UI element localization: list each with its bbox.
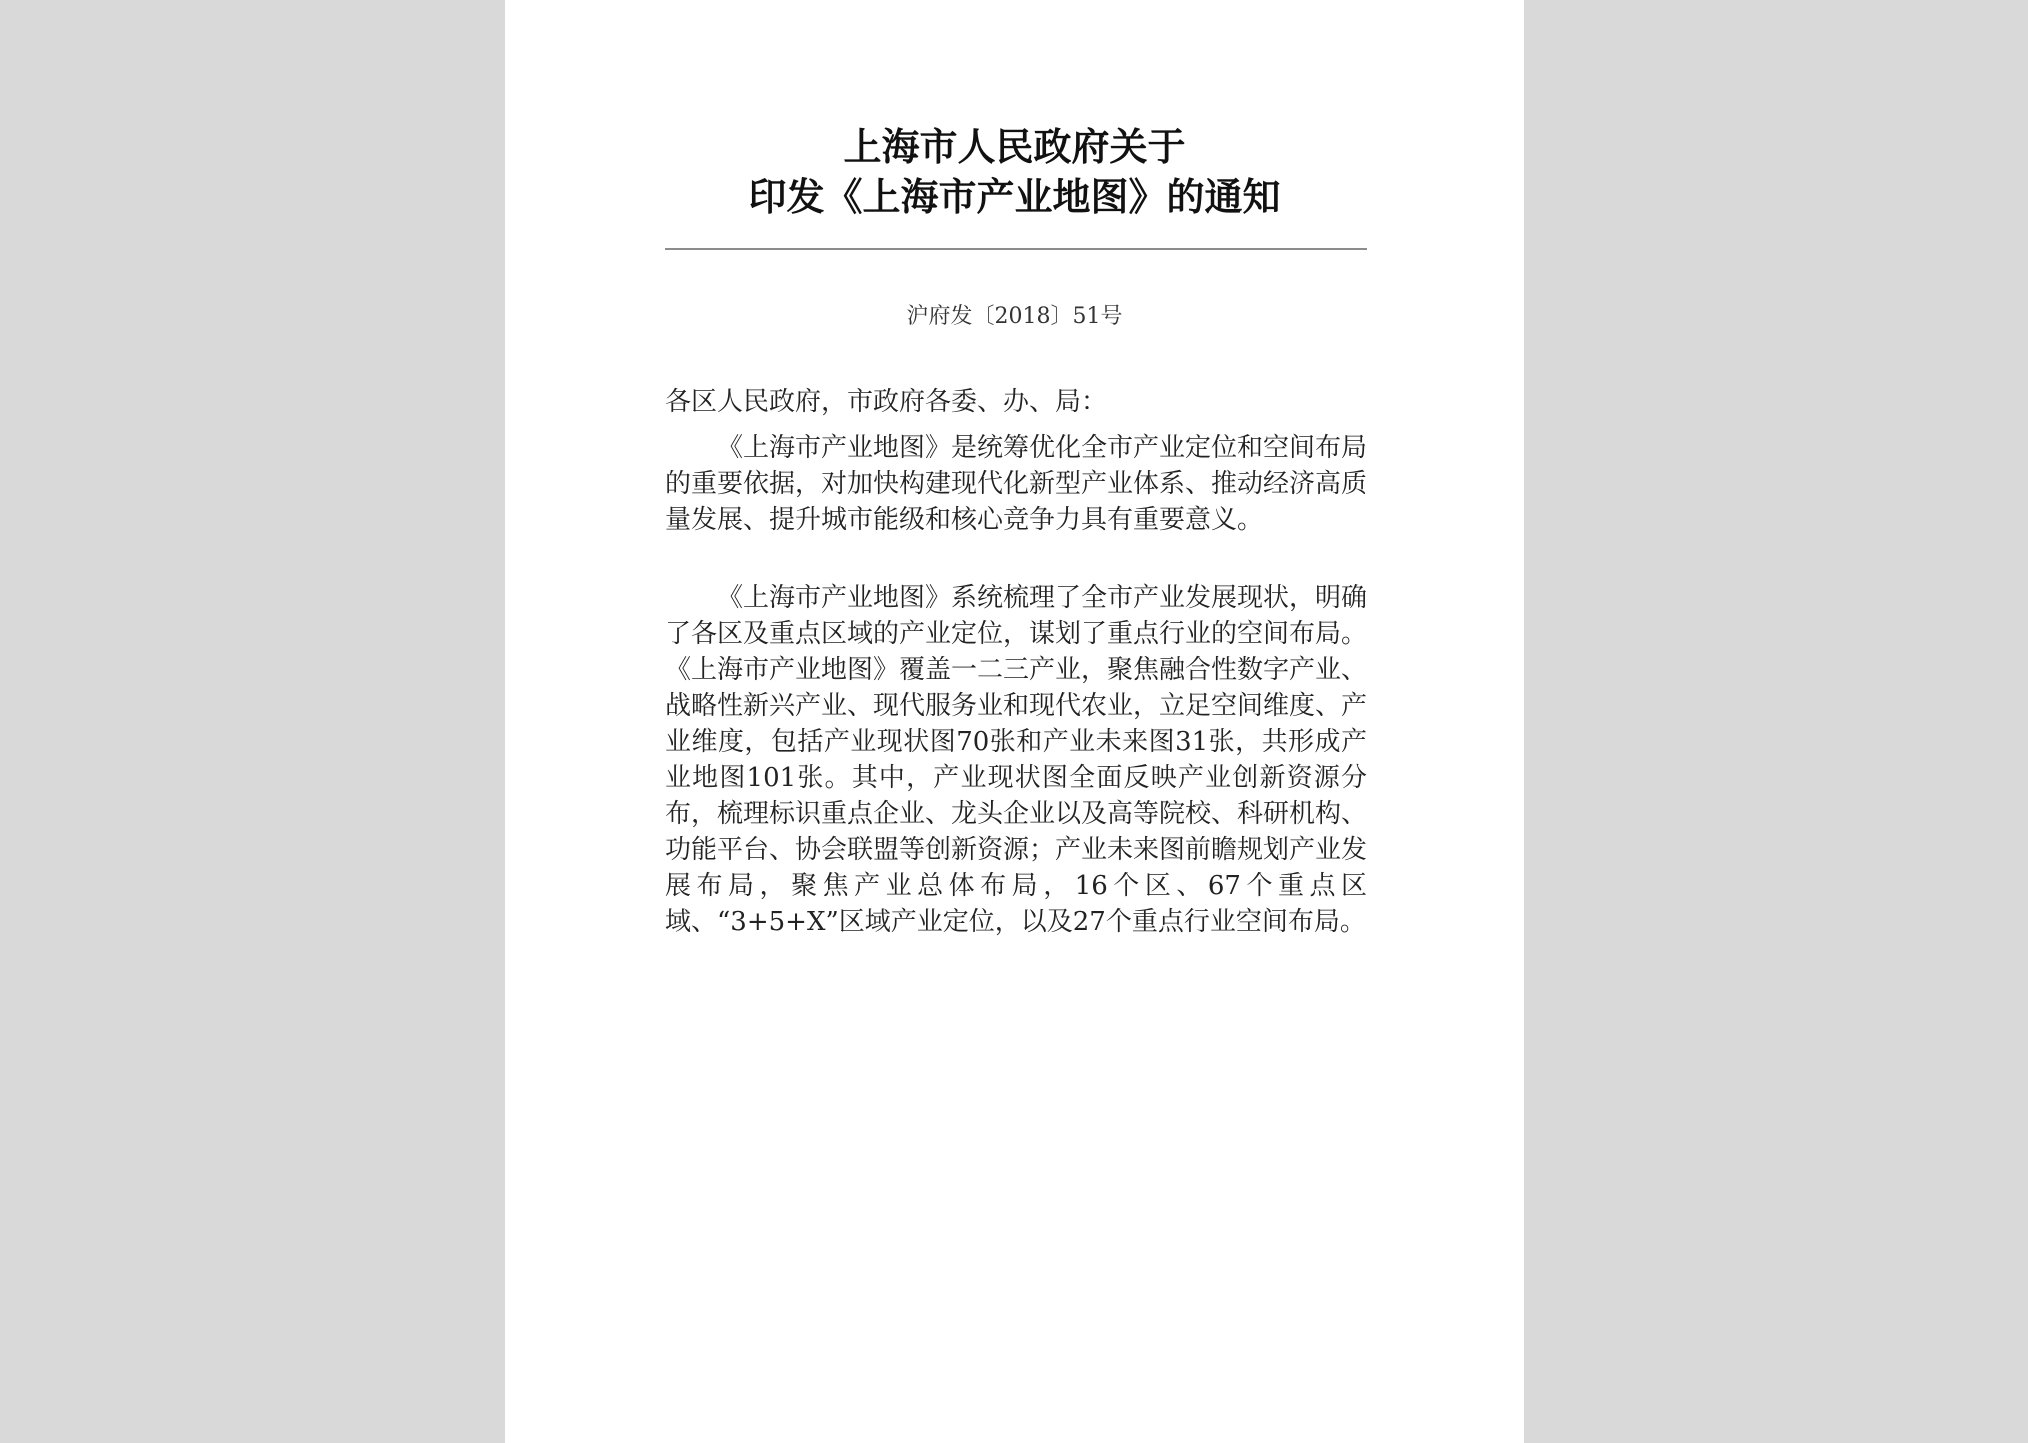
document-number: 沪府发〔2018〕51号 (906, 304, 1123, 329)
body-paragraph-2: 《上海市产业地图》系统梳理了全市产业发展现状，明确了各区及重点区域的产业定位，谋划了重点行业的空间布局。《上海市产业地图》覆盖一二三产业，聚焦融合性数字产业、战略性新兴产业、现代服务业和现代农业，立足空间维度、产业维度，包括产业现状图70张和产业未来图31张，共形成产业地图101张。其中，产业现状图全面反映产业创新资源分布，梳理标识重点企业、龙头企业以及高等院校、科研机构、功能平台、协会联盟等创新资源；产业未来图前瞻规划产业发展布局，聚焦产业总体布局，16个区、67个重点区域、“3+5+X”区域产业定位，以及27个重点行业空间布局。 (665, 583, 1368, 937)
title-divider (665, 248, 1367, 250)
document-title-line-2: 印发《上海市产业地图》的通知 (748, 174, 1281, 219)
salutation: 各区人民政府，市政府各委、办、局： (665, 387, 1108, 417)
document-page (505, 0, 1524, 1443)
body-paragraph-1: 《上海市产业地图》是统筹优化全市产业定位和空间布局的重要依据，对加快构建现代化新型产业体系、推动经济高质量发展、提升城市能级和核心竞争力具有重要意义。 (665, 433, 1368, 535)
document-title-line-1: 上海市人民政府关于 (843, 124, 1186, 169)
